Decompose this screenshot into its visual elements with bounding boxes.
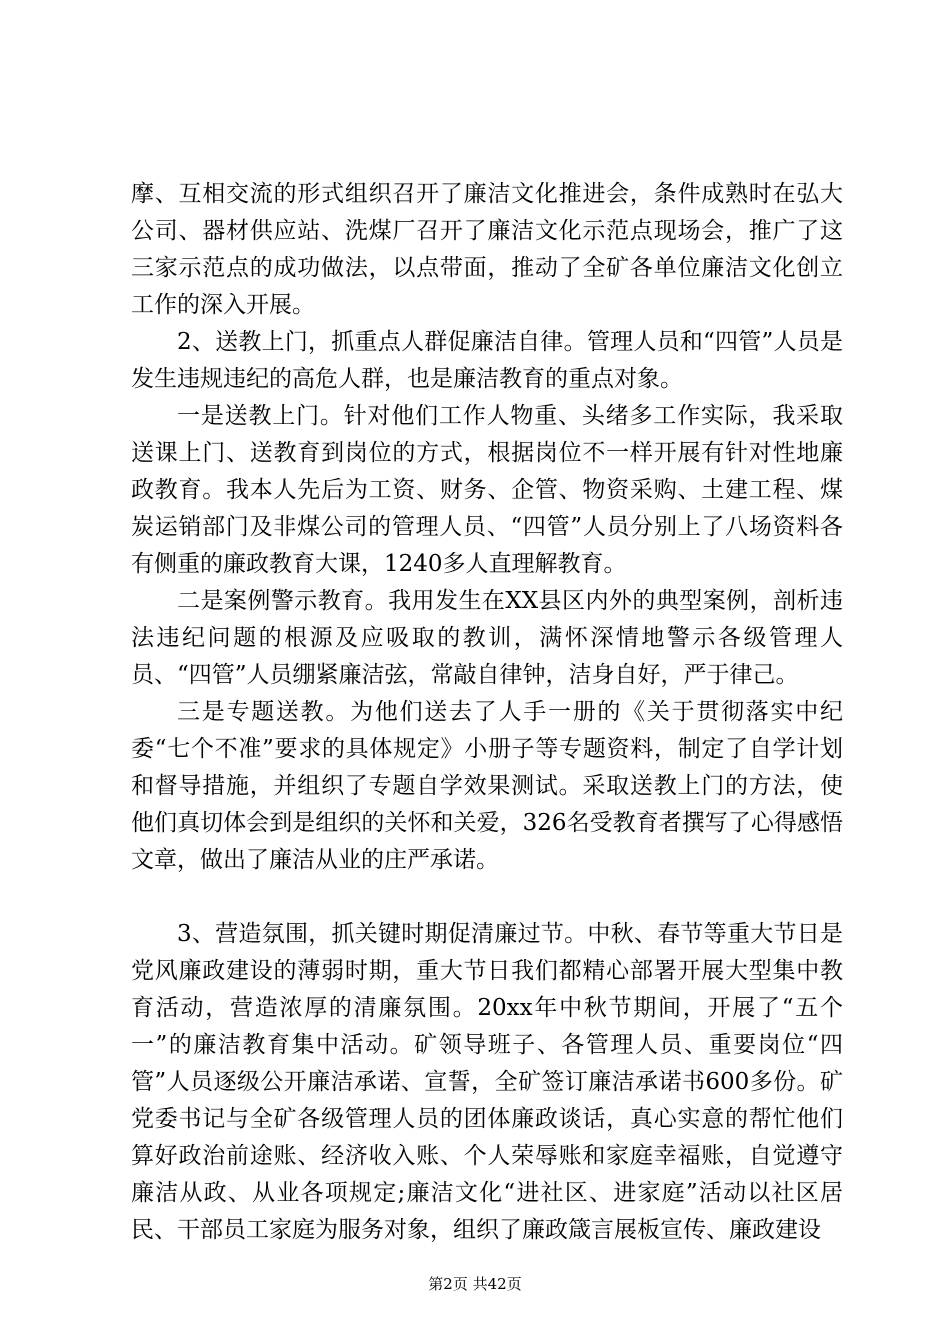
paragraph-item-1: 一是送教上门。针对他们工作人物重、头绪多工作实际，我采取送课上门、送教育到岗位的方式，根据岗位不一样开展有针对性地廉政教育。我本人先后为工资、财务、企管、物资采购、土建工程、煤炭运销部门及非煤公司的管理人员、“四管”人员分别上了八场资料各有侧重的廉政教育大课，1240多人直理解教育。 (131, 403, 843, 577)
document-body (131, 176, 843, 1249)
paragraph-continuation: 摩、互相交流的形式组织召开了廉洁文化推进会，条件成熟时在弘大公司、器材供应站、洗煤厂召开了廉洁文化示范点现场会，推广了这三家示范点的成功做法，以点带面，推动了全矿各单位廉洁文化创立工作的深入开展。 (131, 181, 843, 318)
paragraph-item-3: 三是专题送教。为他们送去了人手一册的《关于贯彻落实中纪委“七个不准”要求的具体规定》小册子等专题资料，制定了自学计划和督导措施，并组织了专题自学效果测试。采取送教上门的方法，使他们真切体会到是组织的关怀和关爱，326名受教育者撰写了心得感悟文章，做出了廉洁从业的庄严承诺。 (131, 699, 843, 873)
paragraph-section-3: 3、营造氛围，抓关键时期促清廉过节。中秋、春节等重大节日是党风廉政建设的薄弱时期，重大节日我们都精心部署开展大型集中教育活动，营造浓厚的清廉氛围。20xx年中秋节期间，开展了“五个一”的廉洁教育集中活动。矿领导班子、各管理人员、重要岗位“四管”人员逐级公开廉洁承诺、宣誓，全矿签订廉洁承诺书600多份。矿党委书记与全矿各级管理人员的团体廉政谈话，真心实意的帮忙他们算好政治前途账、经济收入账、个人荣辱账和家庭幸福账，自觉遵守廉洁从政、从业各项规定;廉洁文化“进社区、进家庭”活动以社区居民、干部员工家庭为服务对象，组织了廉政箴言展板宣传、廉政建设 (131, 921, 843, 1243)
page-number-footer: 第2页 共42页 (428, 1275, 522, 1293)
paragraph-item-2: 二是案例警示教育。我用发生在XX县区内外的典型案例，剖析违法违纪问题的根源及应吸取的教训，满怀深情地警示各级管理人员、“四管”人员绷紧廉洁弦，常敲自律钟，洁身自好，严于律己。 (131, 588, 843, 688)
paragraph-section-2: 2、送教上门，抓重点人群促廉洁自律。管理人员和“四管”人员是发生违规违纪的高危人群，也是廉洁教育的重点对象。 (131, 329, 843, 392)
paragraph-spacer (131, 879, 843, 916)
